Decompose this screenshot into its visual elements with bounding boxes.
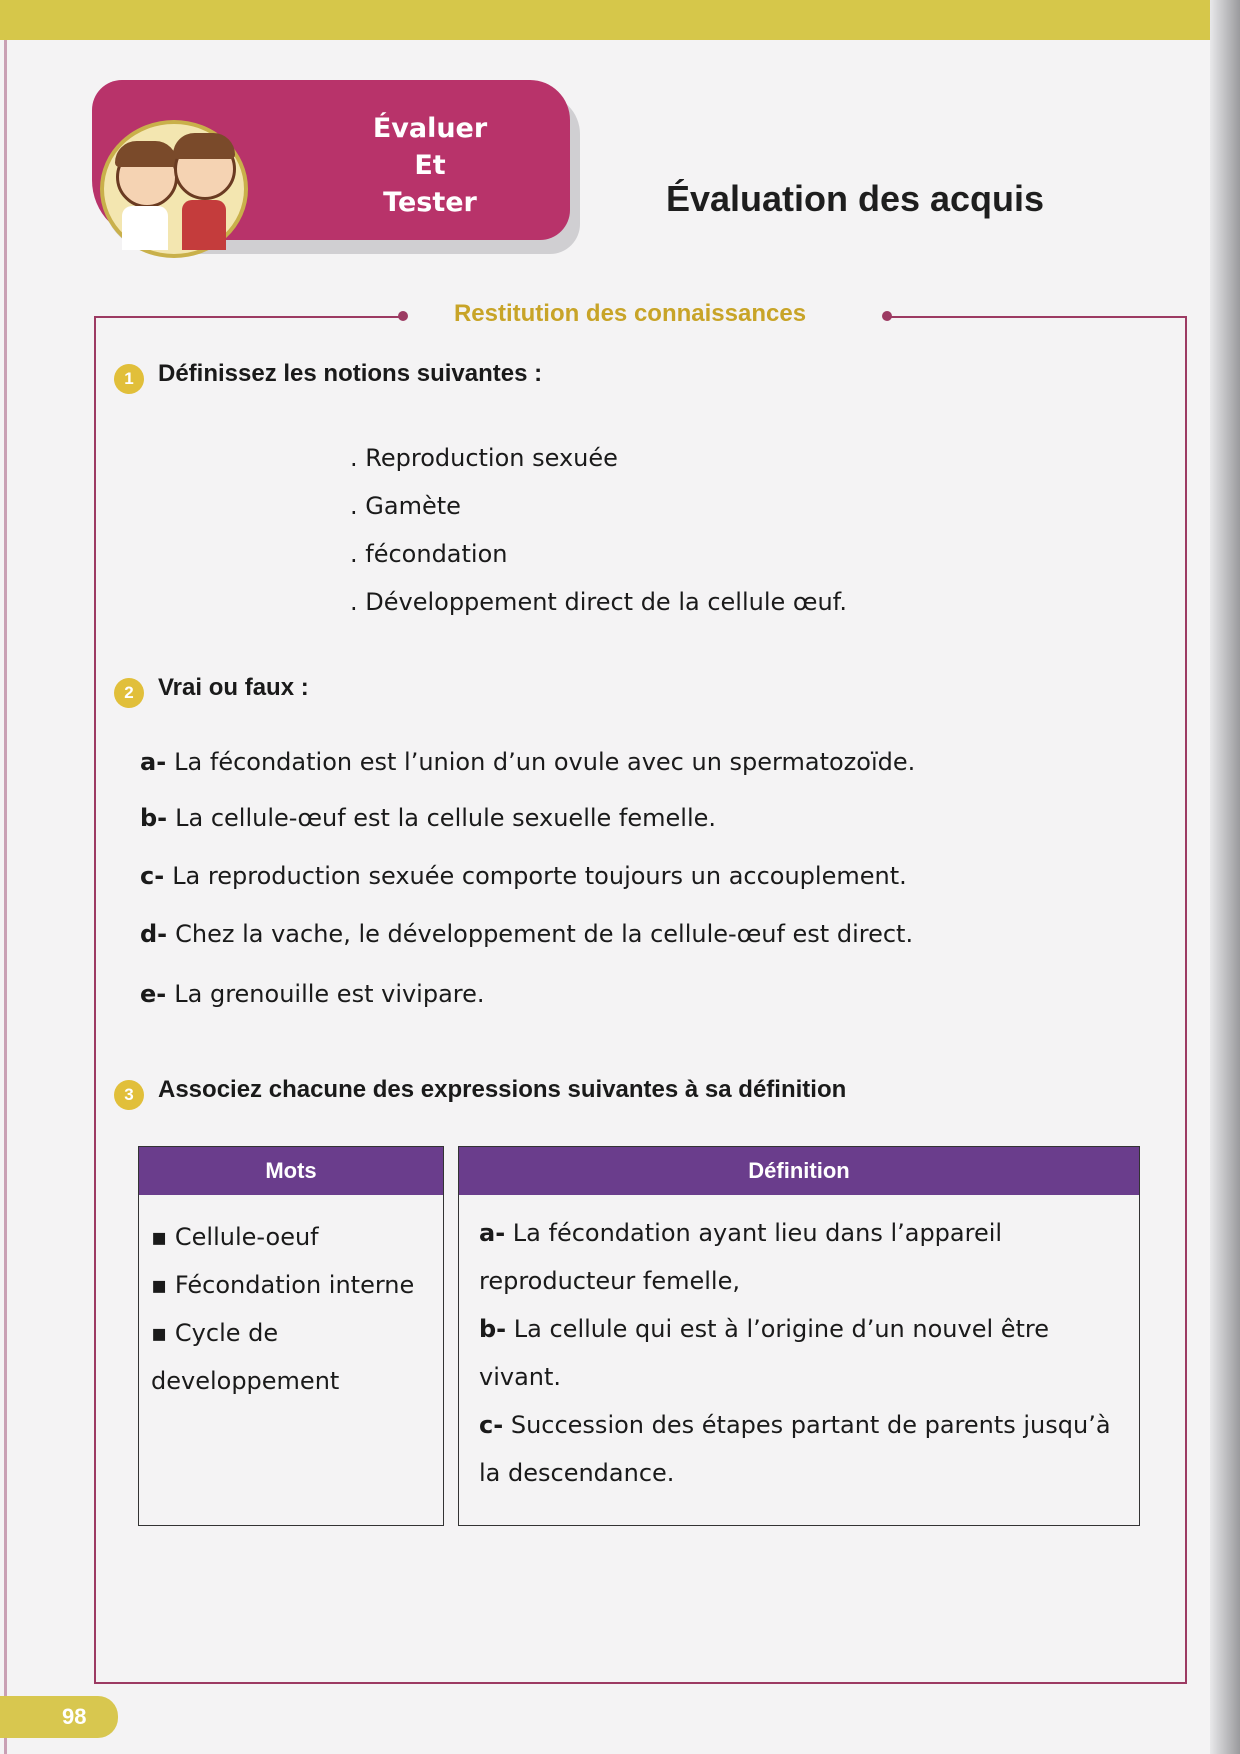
section-title: Restitution des connaissances <box>453 300 807 327</box>
question-2-number: 2 <box>114 678 144 708</box>
item-text: La reproduction sexuée comporte toujours un accouplement. <box>172 862 907 890</box>
badge-line-3: Tester <box>383 187 477 218</box>
question-3-title: Associez chacune des expressions suivantes à sa définition <box>158 1076 847 1103</box>
word-item: ▪ Cycle de <box>151 1319 279 1347</box>
true-false-item <box>140 920 913 948</box>
notion-item: . Gamète <box>350 492 461 520</box>
def-letter: c- <box>479 1411 504 1439</box>
true-false-item <box>140 804 716 832</box>
words-header: Mots <box>139 1147 443 1195</box>
top-color-bar <box>0 0 1240 40</box>
def-letter: a- <box>479 1219 506 1247</box>
item-text: La fécondation est l’union d’un ovule avec un spermatozoïde. <box>174 748 916 776</box>
item-text: La grenouille est vivipare. <box>174 980 485 1008</box>
def-line: La fécondation ayant lieu dans l’appareil <box>512 1219 1003 1247</box>
definition-line: reproducteur femelle, <box>479 1267 740 1295</box>
badge-line-1: Évaluer <box>372 113 488 144</box>
true-false-item <box>140 980 485 1008</box>
page-title: Évaluation des acquis <box>665 178 1045 219</box>
word-item-continued: developpement <box>151 1367 340 1395</box>
definition-line: la descendance. <box>479 1459 675 1487</box>
definition-item <box>479 1209 1139 1257</box>
item-letter: c- <box>140 862 165 890</box>
frame-dot-left <box>398 311 408 321</box>
item-letter: b- <box>140 804 168 832</box>
notion-item: . Reproduction sexuée <box>350 444 618 472</box>
true-false-item <box>140 862 907 890</box>
badge-line-2: Et <box>414 150 446 181</box>
notion-item: . fécondation <box>350 540 508 568</box>
def-line: Succession des étapes partant de parents jusqu’à <box>510 1411 1111 1439</box>
frame-top-right-line <box>888 316 1185 318</box>
frame-top-left-line <box>94 316 404 318</box>
page-edge-line <box>4 40 7 1754</box>
definition-item <box>479 1305 1139 1353</box>
item-letter: a- <box>140 748 167 776</box>
word-text: Cellule-oeuf <box>174 1223 319 1251</box>
notion-item: . Développement direct de la cellule œuf. <box>350 588 847 616</box>
badge-title <box>330 110 530 221</box>
word-text: Cycle de <box>174 1319 279 1347</box>
def-letter: b- <box>479 1315 507 1343</box>
item-letter: d- <box>140 920 168 948</box>
question-1-title: Définissez les notions suivantes : <box>158 360 543 387</box>
kids-illustration-icon <box>100 120 248 258</box>
page-binding-shadow <box>1210 0 1240 1754</box>
question-3-number: 3 <box>114 1080 144 1110</box>
definitions-column <box>458 1146 1140 1526</box>
words-column <box>138 1146 444 1526</box>
definition-item <box>479 1401 1139 1449</box>
definition-line: vivant. <box>479 1363 562 1391</box>
definitions-header: Définition <box>459 1147 1139 1195</box>
question-1-number: 1 <box>114 364 144 394</box>
true-false-item <box>140 748 915 776</box>
word-text: Fécondation interne <box>174 1271 415 1299</box>
def-line: La cellule qui est à l’origine d’un nouvel être <box>513 1315 1050 1343</box>
item-letter: e- <box>140 980 167 1008</box>
item-text: Chez la vache, le développement de la cellule-œuf est direct. <box>175 920 914 948</box>
item-text: La cellule-œuf est la cellule sexuelle femelle. <box>175 804 717 832</box>
page-number: 98 <box>0 1696 118 1738</box>
word-item: ▪ Cellule-oeuf <box>151 1223 319 1251</box>
word-item: ▪ Fécondation interne <box>151 1271 415 1299</box>
question-2-title: Vrai ou faux : <box>158 674 309 701</box>
